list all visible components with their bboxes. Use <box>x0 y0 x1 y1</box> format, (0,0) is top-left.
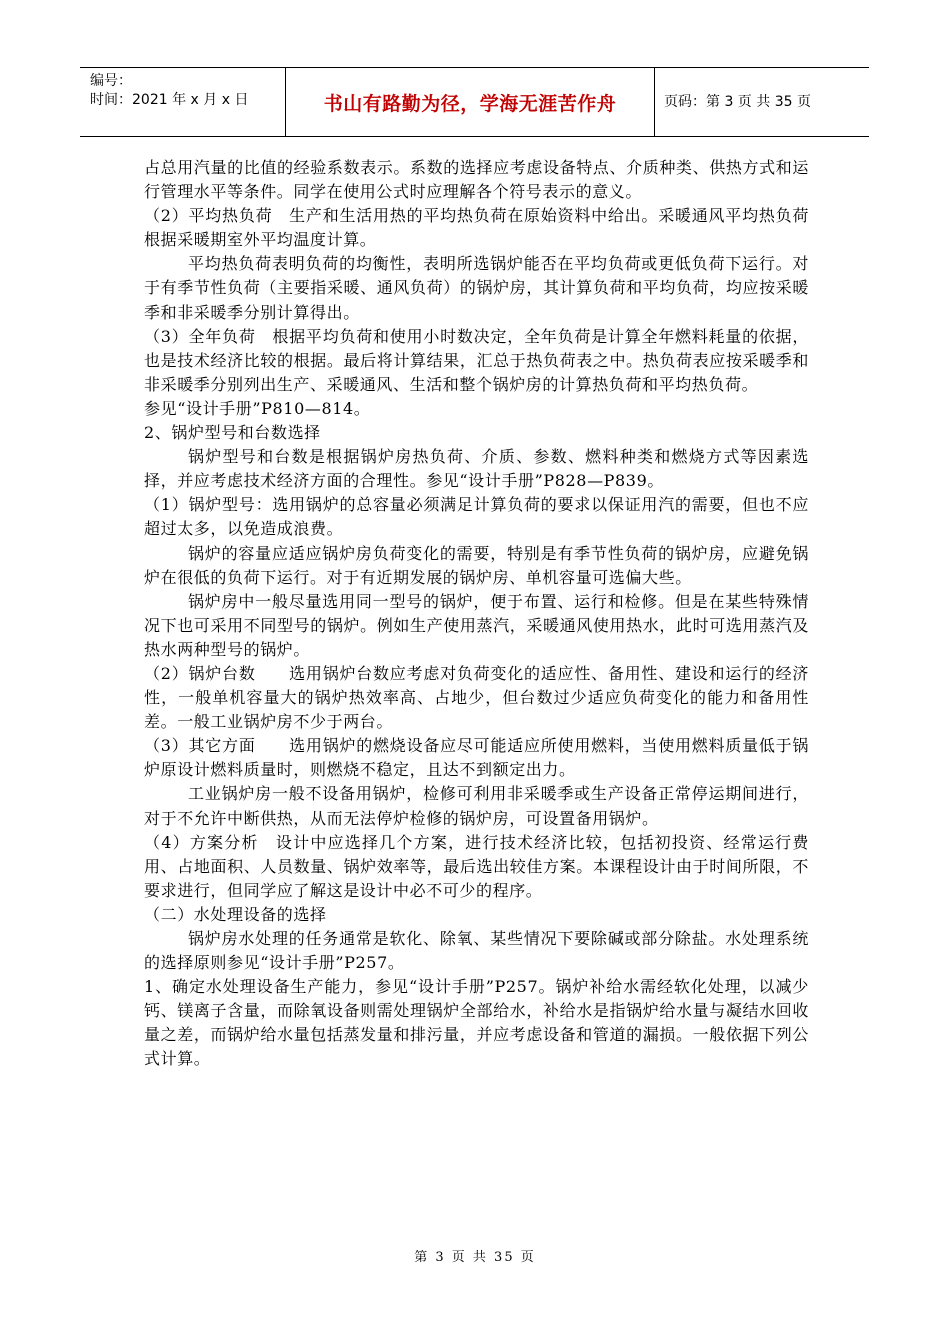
paragraph: 锅炉的容量应适应锅炉房负荷变化的需要，特别是有季节性负荷的锅炉房，应避免锅炉在很低的负荷下运行。对于有近期发展的锅炉房、单机容量可选偏大些。 <box>144 543 809 587</box>
section-heading: 2、锅炉型号和台数选择 <box>144 423 321 443</box>
paragraph: 参见“设计手册”P810—814。 <box>144 398 371 418</box>
motto-text: 书山有路勤为径，学海无涯苦作舟 <box>323 92 617 115</box>
page-label: 页码：第 3 页 共 35 页 <box>664 93 811 110</box>
number-label: 编号： <box>90 73 132 89</box>
header-motto-cell <box>285 68 655 136</box>
header-page-cell <box>654 68 869 136</box>
document-body <box>144 156 809 1072</box>
page-footer: 第 3 页 共 35 页 <box>414 1250 536 1265</box>
paragraph: 平均热负荷表明负荷的均衡性，表明所选锅炉能否在平均负荷或更低负荷下运行。对于有季节性负荷（主要指采暖、通风负荷）的锅炉房，其计算负荷和平均负荷，均应按采暖季和非采暖季分别计算得出。 <box>144 254 809 322</box>
page-header <box>80 67 869 137</box>
section-heading: （二）水处理设备的选择 <box>144 904 327 924</box>
paragraph: （4）方案分析 设计中应选择几个方案，进行技术经济比较，包括初投资、经常运行费用、占地面积、人员数量、锅炉效率等，最后选出较佳方案。本课程设计由于时间所限，不要求进行，但同学应了解这是设计中必不可少的程序。 <box>144 832 809 900</box>
paragraph: 锅炉房中一般尽量选用同一型号的锅炉，便于布置、运行和检修。但是在某些特殊情况下也可采用不同型号的锅炉。例如生产使用蒸汽，采暖通风使用热水，此时可选用蒸汽及热水两种型号的锅炉。 <box>144 591 809 659</box>
date-label: 时间：2021 年 x 月 x 日 <box>90 92 249 108</box>
paragraph: （2）平均热负荷 生产和生活用热的平均热负荷在原始资料中给出。采暖通风平均热负荷根据采暖期室外平均温度计算。 <box>144 206 809 250</box>
paragraph: （3）全年负荷 根据平均负荷和使用小时数决定，全年负荷是计算全年燃料耗量的依据，也是技术经济比较的根据。最后将计算结果，汇总于热负荷表之中。热负荷表应按采暖季和非采暖季分别列出生产、采暖通风、生活和整个锅炉房的计算热负荷和平均热负荷。 <box>144 326 809 394</box>
paragraph: （2）锅炉台数 选用锅炉台数应考虑对负荷变化的适应性、备用性、建设和运行的经济性，一般单机容量大的锅炉热效率高、占地少，但台数过少适应负荷变化的能力和备用性差。一般工业锅炉房不少于两台。 <box>144 663 809 732</box>
paragraph: 锅炉房水处理的任务通常是软化、除氧、某些情况下要除碱或部分除盐。水处理系统的选择原则参见“设计手册”P257。 <box>144 929 809 973</box>
paragraph: 锅炉型号和台数是根据锅炉房热负荷、介质、参数、燃料种类和燃烧方式等因素选择，并应考虑技术经济方面的合理性。参见“设计手册”P828—P839。 <box>144 447 809 491</box>
paragraph: 占总用汽量的比值的经验系数表示。系数的选择应考虑设备特点、介质种类、供热方式和运行管理水平等条件。同学在使用公式时应理解各个符号表示的意义。 <box>144 158 809 202</box>
paragraph: （3）其它方面 选用锅炉的燃烧设备应尽可能适应所使用燃料，当使用燃料质量低于锅炉原设计燃料质量时，则燃烧不稳定，且达不到额定出力。 <box>144 736 809 780</box>
paragraph: 1、确定水处理设备生产能力，参见“设计手册”P257。锅炉补给水需经软化处理，以减少钙、镁离子含量，而除氧设备则需处理锅炉全部给水，补给水是指锅炉给水量与凝结水回收量之差，而锅炉给水量包括蒸发量和排污量，并应考虑设备和管道的漏损。一般依据下列公式计算。 <box>144 977 809 1069</box>
paragraph: 工业锅炉房一般不设备用锅炉，检修可利用非采暖季或生产设备正常停运期间进行，对于不允许中断供热，从而无法停炉检修的锅炉房，可设置备用锅炉。 <box>144 784 809 828</box>
paragraph: （1）锅炉型号：选用锅炉的总容量必须满足计算负荷的要求以保证用汽的需要，但也不应超过太多，以免造成浪费。 <box>144 495 809 539</box>
header-info-cell <box>80 68 285 136</box>
